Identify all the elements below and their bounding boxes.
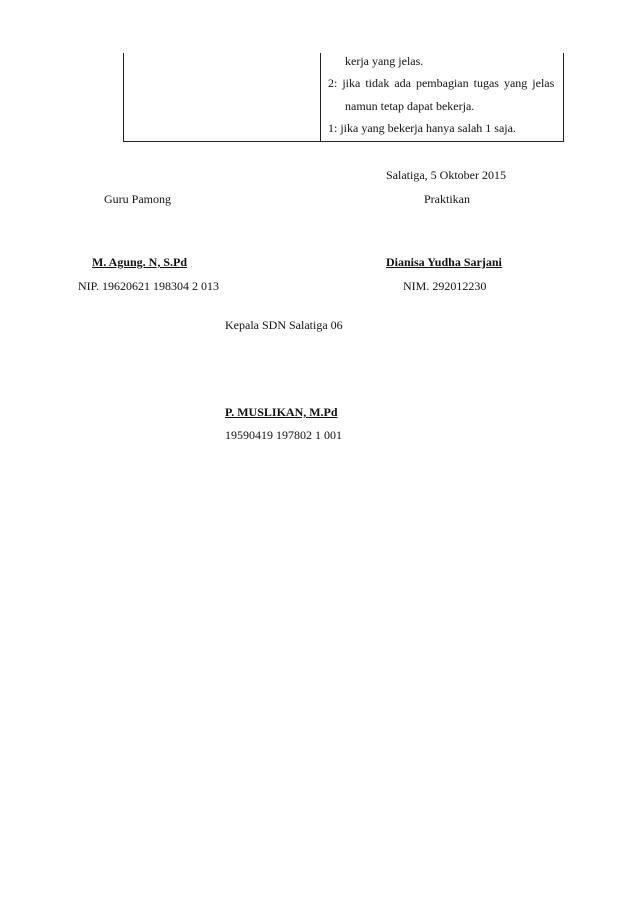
table-line: 2: jika tidak ada pembagian tugas yang jelas: [328, 76, 555, 90]
left-signer-id: NIP. 19620621 198304 2 013: [78, 279, 220, 293]
right-signer-role: Praktikan: [424, 192, 470, 206]
table-line: kerja yang jelas.: [345, 54, 424, 68]
place-date: Salatiga, 5 Oktober 2015: [386, 168, 506, 182]
table-column-divider: [320, 53, 321, 142]
right-signer-id: NIM. 292012230: [403, 279, 487, 293]
left-signer-role: Guru Pamong: [104, 192, 171, 206]
center-signer-id: 19590419 197802 1 001: [225, 428, 342, 442]
right-signer-name: Dianisa Yudha Sarjani: [386, 255, 502, 269]
center-signer-role: Kepala SDN Salatiga 06: [225, 318, 343, 332]
left-signer-name: M. Agung. N, S.Pd: [92, 255, 188, 269]
table-line: 1: jika yang bekerja hanya salah 1 saja.: [328, 121, 516, 135]
table-line: namun tetap dapat bekerja.: [345, 99, 475, 113]
center-signer-name: P. MUSLIKAN, M.Pd: [225, 405, 338, 419]
